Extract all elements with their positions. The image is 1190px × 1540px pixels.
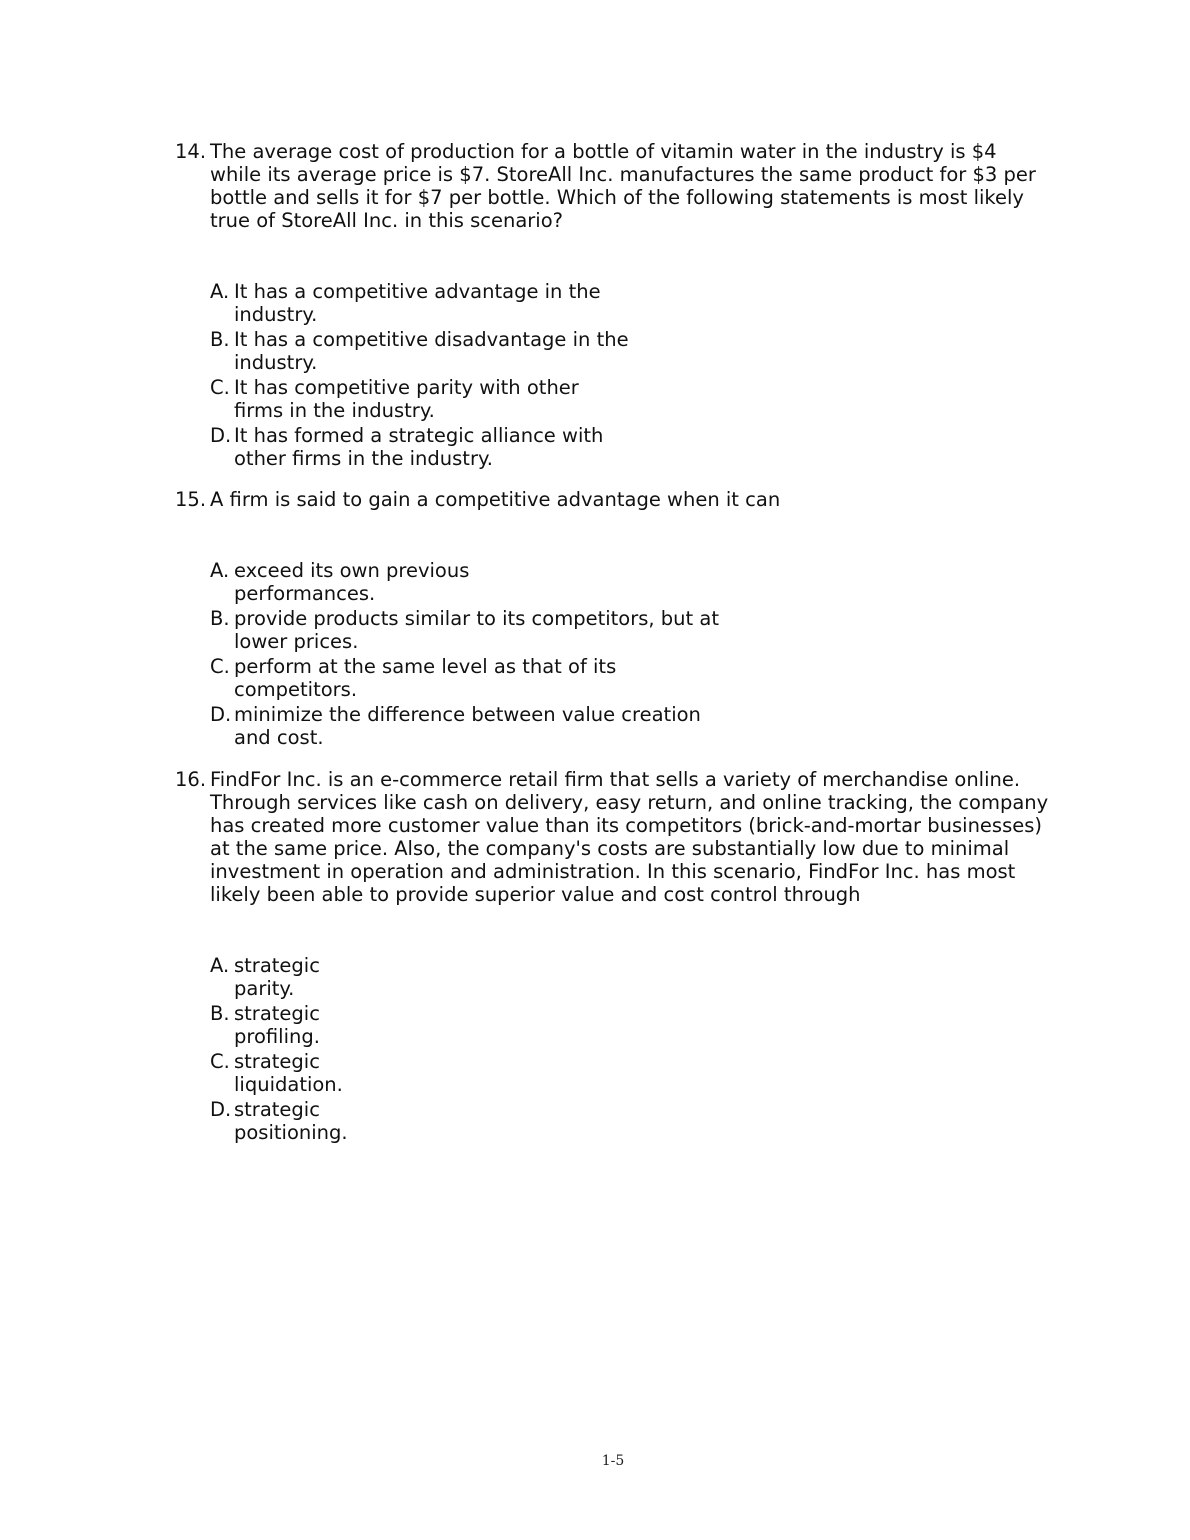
option-letter: B. — [210, 607, 230, 630]
question-number: 14. — [175, 140, 207, 163]
option-letter: A. — [210, 954, 230, 977]
answer-options — [210, 280, 1040, 470]
option-b — [210, 607, 1040, 653]
option-c — [210, 655, 1040, 701]
option-d — [210, 703, 1040, 749]
question-text: A firm is said to gain a competitive advantage when it can — [210, 488, 781, 511]
option-letter: D. — [210, 1098, 232, 1121]
option-text: It has formed a strategic alliance with other firms in the industry. — [234, 424, 604, 470]
question-14 — [175, 140, 1040, 472]
option-text: provide products similar to its competitors, but at lower prices. — [234, 607, 719, 653]
option-letter: B. — [210, 1002, 230, 1025]
option-text: perform at the same level as that of its competitors. — [234, 655, 617, 701]
page-number: 1-5 — [601, 1453, 625, 1469]
question-stem — [175, 140, 1040, 232]
option-a — [210, 559, 1040, 605]
option-text: It has competitive parity with other firms in the industry. — [234, 376, 579, 422]
option-d — [210, 1098, 1055, 1144]
question-text: The average cost of production for a bottle of vitamin water in the industry is $4 while its average price is $7. StoreAll Inc. manufactures the same product for $3 per bottle and sells it for $7 per bottle. Which of the following statements is most likely true of StoreAll Inc. in this scenario? — [210, 140, 1036, 232]
question-stem — [175, 488, 1040, 511]
option-letter: A. — [210, 559, 230, 582]
option-text: strategic profiling. — [234, 1002, 320, 1048]
question-15 — [175, 488, 1040, 751]
option-text: strategic parity. — [234, 954, 320, 1000]
option-letter: B. — [210, 328, 230, 351]
answer-options — [210, 559, 1040, 749]
option-letter: C. — [210, 1050, 230, 1073]
option-text: strategic positioning. — [234, 1098, 348, 1144]
option-c — [210, 1050, 1055, 1096]
option-c — [210, 376, 1040, 422]
option-b — [210, 328, 1040, 374]
option-text: exceed its own previous performances. — [234, 559, 470, 605]
question-stem — [175, 768, 1055, 906]
option-letter: C. — [210, 655, 230, 678]
question-number: 15. — [175, 488, 207, 511]
option-a — [210, 280, 1040, 326]
option-text: It has a competitive advantage in the industry. — [234, 280, 601, 326]
question-text: FindFor Inc. is an e-commerce retail firm that sells a variety of merchandise online. Through services like cash on delivery, easy return, and online tracking, the company has created more customer value than its competitors (brick-and-mortar businesses) at the same price. Also, the company's costs are substantially low due to minimal investment in operation and administration. In this scenario, FindFor Inc. has most likely been able to provide superior value and cost control through — [210, 768, 1049, 906]
option-text: It has a competitive disadvantage in the industry. — [234, 328, 629, 374]
question-number: 16. — [175, 768, 207, 791]
option-letter: D. — [210, 424, 232, 447]
option-b — [210, 1002, 1055, 1048]
option-letter: C. — [210, 376, 230, 399]
option-a — [210, 954, 1055, 1000]
option-letter: A. — [210, 280, 230, 303]
option-text: minimize the difference between value creation and cost. — [234, 703, 701, 749]
option-letter: D. — [210, 703, 232, 726]
answer-options — [210, 954, 1055, 1144]
option-d — [210, 424, 1040, 470]
question-16 — [175, 768, 1055, 1146]
option-text: strategic liquidation. — [234, 1050, 343, 1096]
